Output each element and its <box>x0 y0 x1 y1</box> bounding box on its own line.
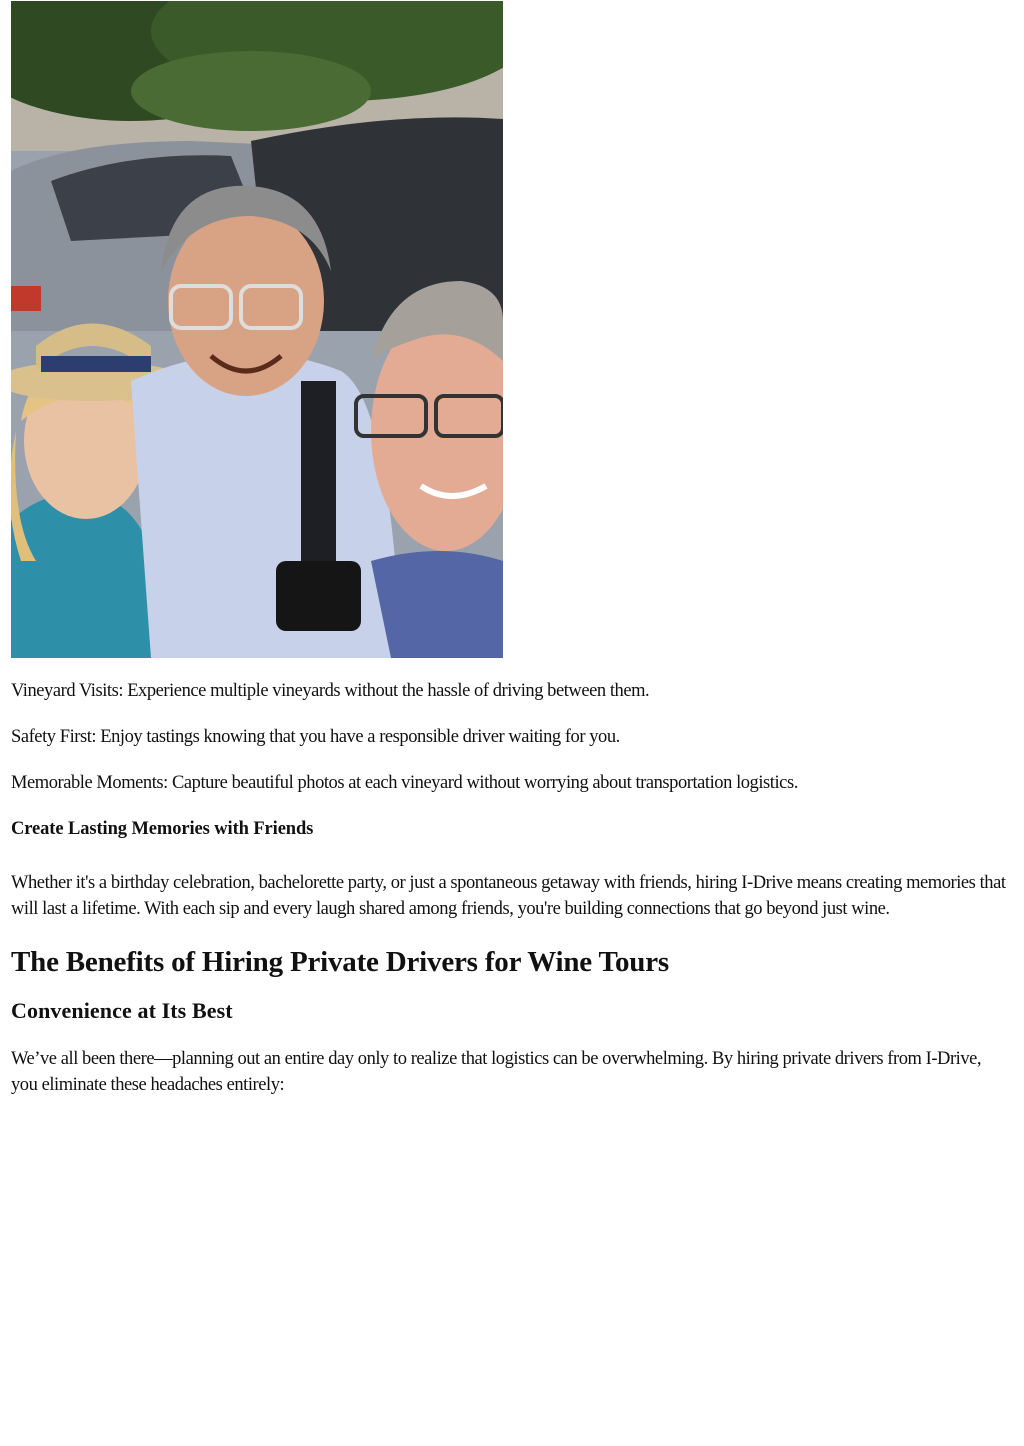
convenience-subheading: Convenience at Its Best <box>11 998 233 1023</box>
group-selfie-photo <box>11 1 503 658</box>
bullet-memorable-moments: Memorable Moments: Capture beautiful photos at each vineyard without worrying about transportation logistics. <box>11 773 798 793</box>
benefits-paragraph: We’ve all been there—planning out an entire day only to realize that logistics can be overwhelming. By hiring private drivers from I-Drive, you eliminate these headaches entirely: <box>11 1049 982 1095</box>
benefits-heading: The Benefits of Hiring Private Drivers for Wine Tours <box>11 946 669 978</box>
bullet-safety-first: Safety First: Enjoy tastings knowing that you have a responsible driver waiting for you. <box>11 727 620 747</box>
memories-heading: Create Lasting Memories with Friends <box>11 819 314 839</box>
article-content <box>11 678 1011 1098</box>
bullet-vineyard-visits: Vineyard Visits: Experience multiple vineyards without the hassle of driving between them. <box>11 681 650 701</box>
photo-illustration <box>11 1 503 658</box>
memories-paragraph: Whether it's a birthday celebration, bachelorette party, or just a spontaneous getaway with friends, hiring I-Drive means creating memories that will last a lifetime. With each sip and every laugh shared among friends, you're building connections that go beyond just wine. <box>11 873 1006 919</box>
